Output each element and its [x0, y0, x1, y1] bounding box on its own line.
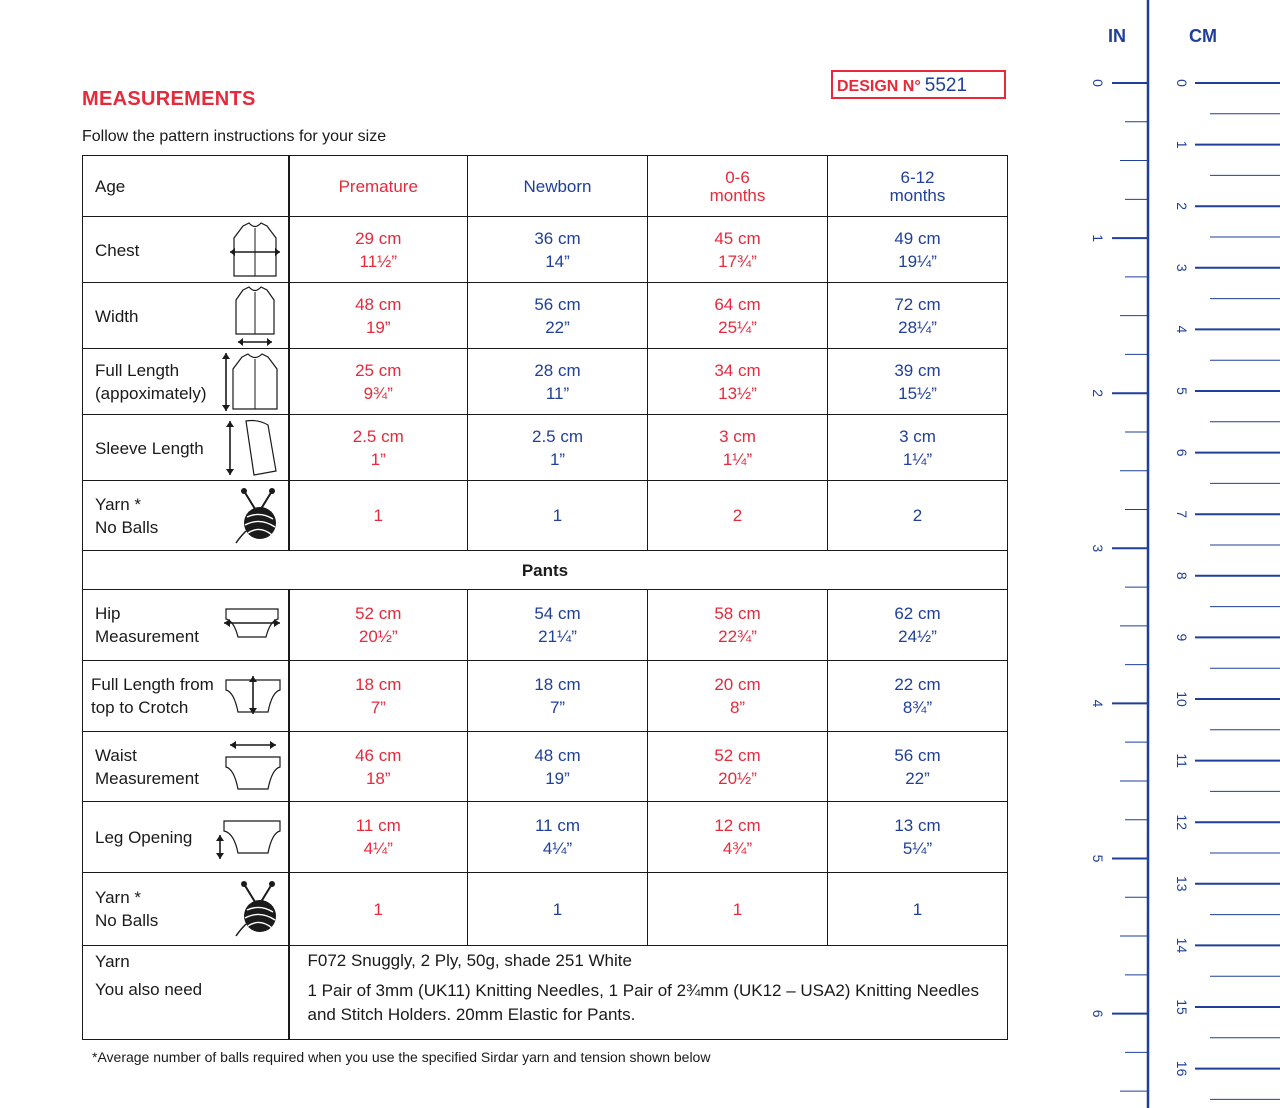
yarn-value: F072 Snuggly, 2 Ply, 50g, shade 251 White — [307, 951, 632, 970]
value-cm: 64 cm — [714, 294, 761, 314]
row-label-cell — [83, 590, 289, 661]
ball-count: 1 — [732, 899, 743, 919]
row-label-line2: top to Crotch — [91, 698, 189, 717]
value-cell — [648, 590, 828, 661]
cm-number: 11 — [1174, 753, 1190, 768]
value-cm: 25 cm — [355, 360, 402, 380]
value-cell — [289, 217, 468, 283]
materials-info-cell — [289, 946, 1008, 1040]
value-in: 11½” — [359, 251, 397, 271]
value-in: 7” — [549, 698, 566, 717]
value-in: 22¾” — [718, 627, 757, 646]
age-row — [83, 156, 1008, 217]
value-in: 28¼” — [898, 317, 937, 337]
cardigan-width-icon — [228, 286, 282, 346]
value-cm: 56 cm — [534, 294, 581, 314]
inch-number: 5 — [1090, 854, 1106, 863]
row-label: Width — [95, 306, 139, 326]
inch-number: 3 — [1090, 544, 1106, 553]
ball-count: 1 — [552, 506, 563, 525]
table-row — [83, 873, 1008, 946]
value-cm: 29 cm — [355, 228, 402, 248]
value-in: 1¼” — [902, 449, 933, 469]
value-in: 8¾” — [902, 698, 933, 717]
ball-count: 2 — [912, 506, 923, 525]
ball-count: 1 — [912, 899, 923, 919]
value-in: 17¾” — [718, 251, 757, 271]
row-label-cell — [83, 349, 289, 415]
size-header-newborn — [468, 156, 648, 217]
value-cm: 20 cm — [714, 675, 761, 694]
table-row — [83, 283, 1008, 349]
value-cell — [289, 415, 468, 481]
value-cell — [648, 661, 828, 732]
value-in: 14” — [545, 251, 570, 271]
measurements-table — [82, 155, 1008, 1040]
row-label — [95, 359, 207, 405]
design-label: DESIGN N° — [837, 78, 921, 95]
row-label — [95, 602, 199, 648]
yarn-label: Yarn — [95, 952, 130, 971]
value-in: 7” — [370, 698, 386, 717]
value-cell — [828, 349, 1008, 415]
value-cm: 22 cm — [894, 675, 941, 694]
value-cell — [289, 481, 468, 551]
design-number: 5521 — [924, 75, 968, 96]
cm-number: 6 — [1174, 448, 1190, 457]
value-cell — [828, 661, 1008, 732]
value-in: 22” — [545, 317, 570, 337]
size-header-line1: 0-6 — [725, 168, 750, 187]
value-cell — [648, 283, 828, 349]
value-cm: 11 cm — [355, 816, 401, 835]
ball-count: 1 — [552, 899, 563, 919]
value-cell — [828, 217, 1008, 283]
row-label-cell — [83, 217, 289, 283]
value-cell — [828, 732, 1008, 802]
value-cell — [289, 661, 468, 732]
table-row — [83, 590, 1008, 661]
sleeve-length-icon — [224, 417, 282, 479]
size-header-line2: months — [709, 186, 766, 205]
cardigan-length-icon — [222, 351, 282, 413]
value-cm: 18 cm — [534, 675, 581, 694]
value-cm: 2.5 cm — [531, 426, 584, 446]
value-in: 5¼” — [902, 839, 933, 858]
row-label-line1: Full Length from — [91, 675, 214, 694]
row-label-line1: Waist — [95, 745, 137, 765]
size-header-line1: 6-12 — [900, 168, 935, 187]
size-header-premature — [289, 156, 468, 217]
table-row — [83, 661, 1008, 732]
value-cell — [468, 802, 648, 873]
value-cm: 56 cm — [894, 745, 941, 765]
row-label-cell — [83, 415, 289, 481]
value-cell — [828, 873, 1008, 946]
value-in: 19” — [365, 317, 391, 337]
row-label-cell — [83, 802, 289, 873]
ruler-graphic — [1065, 0, 1280, 1108]
value-cell — [648, 732, 828, 802]
cm-number: 12 — [1174, 814, 1190, 830]
size-header-0-6 — [648, 156, 828, 217]
value-in: 19¼” — [898, 251, 937, 271]
value-cm: 12 cm — [714, 816, 761, 835]
value-in: 4¼” — [542, 839, 573, 858]
ball-count: 1 — [373, 899, 383, 919]
materials-row — [83, 946, 1008, 1040]
value-cell — [648, 802, 828, 873]
value-cell — [648, 217, 828, 283]
value-in: 22” — [905, 768, 930, 788]
value-cell — [468, 481, 648, 551]
value-cm: 45 cm — [714, 228, 761, 248]
age-label: Age — [95, 177, 126, 196]
row-label-line1: Yarn * — [95, 494, 141, 514]
value-cell — [468, 283, 648, 349]
pants-waist-icon — [224, 739, 282, 795]
value-in: 1¼” — [722, 449, 753, 469]
value-in: 4¼” — [363, 839, 393, 858]
value-cell — [468, 349, 648, 415]
ball-count: 1 — [373, 506, 383, 525]
value-cm: 72 cm — [894, 294, 941, 314]
row-label — [95, 744, 199, 790]
value-in: 20½” — [718, 768, 757, 788]
row-label-cell — [83, 661, 289, 732]
inch-number: 0 — [1090, 79, 1106, 87]
value-cell — [468, 732, 648, 802]
yarn-ball-icon — [234, 880, 282, 938]
value-in: 24½” — [898, 627, 937, 646]
value-cell — [468, 873, 648, 946]
row-label-line1: Hip — [95, 604, 121, 623]
value-cell — [828, 590, 1008, 661]
value-cm: 34 cm — [714, 360, 761, 380]
ball-count: 2 — [732, 506, 743, 525]
size-header-6-12 — [828, 156, 1008, 217]
value-cell — [648, 415, 828, 481]
cm-number: 4 — [1174, 325, 1190, 334]
value-cm: 58 cm — [714, 604, 761, 623]
value-in: 1” — [549, 449, 566, 469]
row-label: Chest — [95, 240, 140, 260]
value-cm: 3 cm — [899, 426, 936, 446]
value-cell — [289, 590, 468, 661]
value-cell — [289, 349, 468, 415]
cm-number: 13 — [1174, 876, 1190, 892]
value-in: 8” — [729, 698, 746, 717]
cm-number: 3 — [1174, 263, 1190, 272]
value-cell — [648, 349, 828, 415]
row-label — [91, 673, 214, 719]
pants-length-icon — [224, 674, 282, 718]
cm-number: 9 — [1174, 633, 1190, 642]
also-need-label: You also need — [95, 980, 203, 999]
value-cell — [828, 481, 1008, 551]
design-number-box — [831, 70, 1006, 99]
row-label-cell — [83, 283, 289, 349]
value-in: 13½” — [718, 383, 757, 403]
value-cm: 54 cm — [534, 604, 581, 623]
cm-number: 14 — [1174, 937, 1190, 954]
instructions-text: Follow the pattern instructions for your size — [82, 128, 387, 145]
row-label-line1: Yarn * — [95, 888, 141, 907]
row-label-line1: Full Length — [95, 360, 180, 380]
size-header-line1: Premature — [338, 176, 418, 196]
row-label-cell — [83, 481, 289, 551]
value-in: 18” — [365, 768, 391, 788]
value-cm: 46 cm — [355, 745, 402, 765]
cardigan-chest-icon — [228, 220, 282, 280]
cm-number: 2 — [1174, 202, 1190, 211]
value-cell — [289, 283, 468, 349]
row-label — [95, 886, 158, 932]
value-cm: 39 cm — [894, 360, 941, 380]
also-need-value: 1 Pair of 3mm (UK11) Knitting Needles, 1 Pair of 2¾mm (UK12 – USA2) Knitting Needles and Stitch Holders. 20mm Elastic for Pants. — [307, 981, 979, 1024]
value-cm: 13 cm — [894, 816, 941, 835]
table-row — [83, 481, 1008, 551]
cm-label: CM — [1189, 26, 1217, 46]
inch-number: 6 — [1090, 1009, 1106, 1018]
row-label-cell — [83, 732, 289, 802]
value-cell — [468, 217, 648, 283]
table-row — [83, 415, 1008, 481]
value-cm: 49 cm — [894, 228, 941, 248]
value-cell — [468, 661, 648, 732]
value-cell — [648, 873, 828, 946]
value-cm: 3 cm — [719, 426, 756, 446]
inch-label: IN — [1108, 26, 1126, 46]
value-in: 19” — [545, 768, 570, 788]
value-cm: 48 cm — [534, 745, 581, 765]
value-cm: 48 cm — [355, 294, 402, 314]
inch-number: 1 — [1090, 234, 1106, 242]
measuring-ruler — [1065, 0, 1280, 1108]
value-in: 25¼” — [718, 317, 757, 337]
value-in: 4¾” — [722, 839, 753, 858]
row-label: Leg Opening — [95, 828, 193, 847]
value-cell — [289, 732, 468, 802]
size-header-line1: Newborn — [523, 176, 592, 196]
value-in: 21¼” — [538, 627, 577, 646]
value-cell — [468, 415, 648, 481]
page-title: MEASUREMENTS — [82, 88, 256, 110]
table-row — [83, 802, 1008, 873]
row-label-line2: Measurement — [95, 768, 199, 788]
footnote: *Average number of balls required when you use the specified Sirdar yarn and tension shown below — [92, 1049, 711, 1065]
value-cm: 18 cm — [355, 675, 402, 694]
pants-heading: Pants — [83, 551, 1008, 590]
value-cell — [648, 481, 828, 551]
value-cell — [468, 590, 648, 661]
row-label-cell — [83, 873, 289, 946]
value-in: 15½” — [898, 383, 937, 403]
cm-number: 0 — [1174, 79, 1190, 87]
value-in: 11” — [545, 383, 570, 403]
value-in: 20½” — [358, 627, 398, 646]
inch-number: 2 — [1090, 389, 1106, 398]
pants-leg-icon — [216, 811, 282, 863]
materials-label-cell — [83, 946, 289, 1040]
value-in: 9¾” — [363, 383, 393, 403]
cm-number: 8 — [1174, 571, 1190, 580]
value-cell — [289, 802, 468, 873]
row-label-line2: (appoximately) — [95, 383, 207, 403]
value-cell — [289, 873, 468, 946]
table-row — [83, 217, 1008, 283]
value-cell — [828, 415, 1008, 481]
value-cm: 2.5 cm — [352, 426, 404, 446]
cm-number: 1 — [1174, 140, 1190, 149]
cm-number: 5 — [1174, 387, 1190, 395]
value-cm: 52 cm — [355, 604, 402, 623]
row-label-line2: No Balls — [95, 517, 159, 537]
pants-heading-row — [83, 551, 1008, 590]
value-cell — [828, 283, 1008, 349]
inch-number: 4 — [1090, 699, 1106, 708]
table-row — [83, 732, 1008, 802]
age-label-cell — [83, 156, 289, 217]
value-cm: 52 cm — [714, 745, 761, 765]
row-label — [95, 493, 158, 539]
row-label: Sleeve Length — [95, 438, 204, 458]
row-label-line2: No Balls — [95, 911, 159, 930]
value-cm: 11 cm — [534, 816, 581, 835]
value-cm: 62 cm — [894, 604, 941, 623]
size-header-line2: months — [889, 186, 946, 205]
value-cm: 28 cm — [534, 360, 581, 380]
cm-number: 15 — [1174, 999, 1190, 1015]
value-cm: 36 cm — [534, 228, 581, 248]
cm-number: 7 — [1174, 510, 1190, 519]
yarn-ball-icon — [234, 487, 282, 545]
cm-number: 10 — [1174, 691, 1190, 707]
cm-number: 16 — [1174, 1060, 1190, 1077]
row-label-line2: Measurement — [95, 627, 199, 646]
pants-hip-icon — [222, 603, 282, 647]
value-in: 1” — [370, 449, 386, 469]
value-cell — [828, 802, 1008, 873]
table-row — [83, 349, 1008, 415]
